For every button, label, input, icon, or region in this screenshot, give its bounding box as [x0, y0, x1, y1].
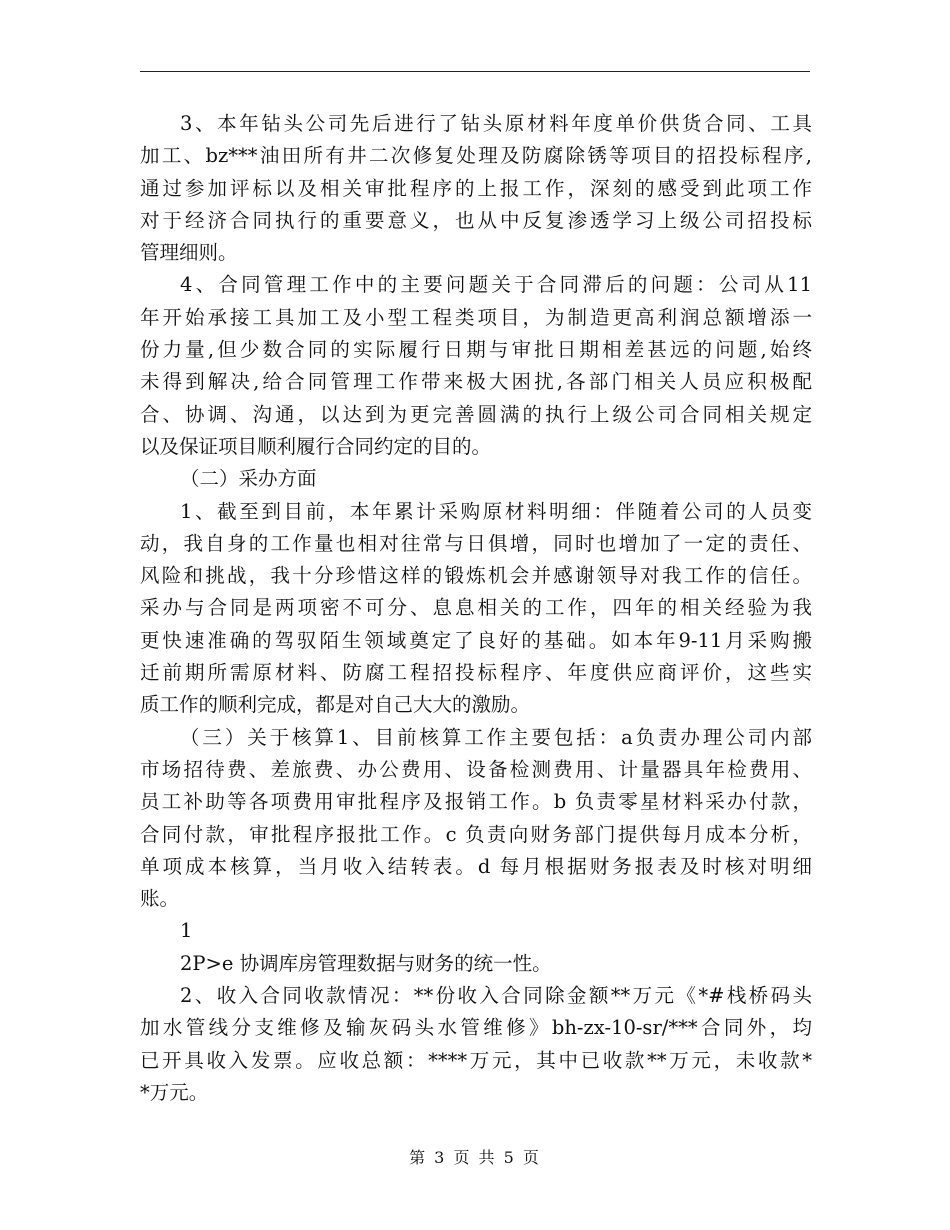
- paragraph-warehouse: [140, 948, 812, 980]
- text-line: 合、协调、沟通，以达到为更完善圆满的执行上级公司合同相关规定: [140, 402, 812, 426]
- text-line: 4、合同管理工作中的主要问题关于合同滞后的问题：公司从11: [180, 273, 812, 297]
- paragraph-number: [140, 915, 812, 947]
- text-line: 3、本年钻头公司先后进行了钻头原材料年度单价供货合同、工具: [180, 112, 812, 135]
- text-line: 以及保证项目顺利履行合同约定的目的。: [140, 434, 492, 458]
- text-line: 更快速准确的驾驭陌生领域奠定了良好的基础。如本年9-11月采购搬: [140, 628, 812, 652]
- text-line: 加工、bz***油田所有井二次修复处理及防腐除锈等项目的招投标程序,: [140, 144, 812, 168]
- page-footer: 第 3 页 共 5 页: [409, 1148, 541, 1167]
- text-line: *万元。: [140, 1080, 209, 1104]
- header-rule: [140, 71, 810, 72]
- text-line: 迁前期所需原材料、防腐工程招投标程序、年度供应商评价，这些实: [140, 661, 812, 685]
- text-line: 2P>e 协调库房管理数据与财务的统一性。: [180, 951, 552, 975]
- document-body: [140, 108, 812, 1109]
- text-line: 动，我自身的工作量也相对往常与日俱增，同时也增加了一定的责任、: [140, 531, 812, 555]
- text-line: 已开具收入发票。应收总额：****万元，其中已收款**万元，未收款*: [140, 1048, 812, 1072]
- text-line: 账。: [140, 887, 180, 911]
- text-line: 1、截至到目前，本年累计采购原材料明细：伴随着公司的人员变: [180, 499, 812, 523]
- text-line: 份力量,但少数合同的实际履行日期与审批日期相差甚远的问题,始终: [140, 338, 812, 362]
- text-line: 通过参加评标以及相关审批程序的上报工作，深刻的感受到此项工作: [140, 176, 812, 200]
- paragraph-procurement: [140, 496, 812, 722]
- text-line: 管理细则。: [140, 241, 238, 265]
- text-line: 合同付款，审批程序报批工作。c 负责向财务部门提供每月成本分析，: [140, 822, 812, 846]
- text-line: 采办与合同是两项密不可分、息息相关的工作，四年的相关经验为我: [140, 596, 812, 620]
- text-line: 市场招待费、差旅费、办公费用、设备检测费用、计量器具年检费用、: [140, 757, 812, 781]
- text-line: （二）采办方面: [180, 467, 317, 491]
- text-line: 未得到解决,给合同管理工作带来极大困扰,各部门相关人员应积极配: [140, 370, 812, 394]
- paragraph-accounting: [140, 722, 812, 916]
- text-line: 2、收入合同收款情况：**份收入合同除金额**万元《*#栈桥码头: [180, 984, 812, 1008]
- paragraph-contract-bidding: [140, 108, 812, 269]
- paragraph-contract-issues: [140, 269, 812, 463]
- section-heading-procurement: [140, 463, 812, 495]
- text-line: 单项成本核算，当月收入结转表。d 每月根据财务报表及时核对明细: [140, 854, 812, 878]
- text-line: 员工补助等各项费用审批程序及报销工作。b 负责零星材料采办付款，: [140, 790, 812, 814]
- text-line: 1: [180, 919, 193, 943]
- text-line: 加水管线分支维修及输灰码头水管维修》bh-zx-10-sr/***合同外，均: [140, 1016, 812, 1040]
- text-line: 对于经济合同执行的重要意义，也从中反复渗透学习上级公司招投标: [140, 208, 812, 232]
- text-line: 质工作的顺利完成，都是对自己大大的激励。: [140, 693, 531, 717]
- text-line: （三）关于核算1、目前核算工作主要包括：a负责办理公司内部: [180, 725, 812, 749]
- text-line: 年开始承接工具加工及小型工程类项目，为制造更高利润总额增添一: [140, 305, 812, 329]
- text-line: 风险和挑战，我十分珍惜这样的锻炼机会并感谢领导对我工作的信任。: [140, 564, 812, 588]
- paragraph-income-contracts: [140, 980, 812, 1109]
